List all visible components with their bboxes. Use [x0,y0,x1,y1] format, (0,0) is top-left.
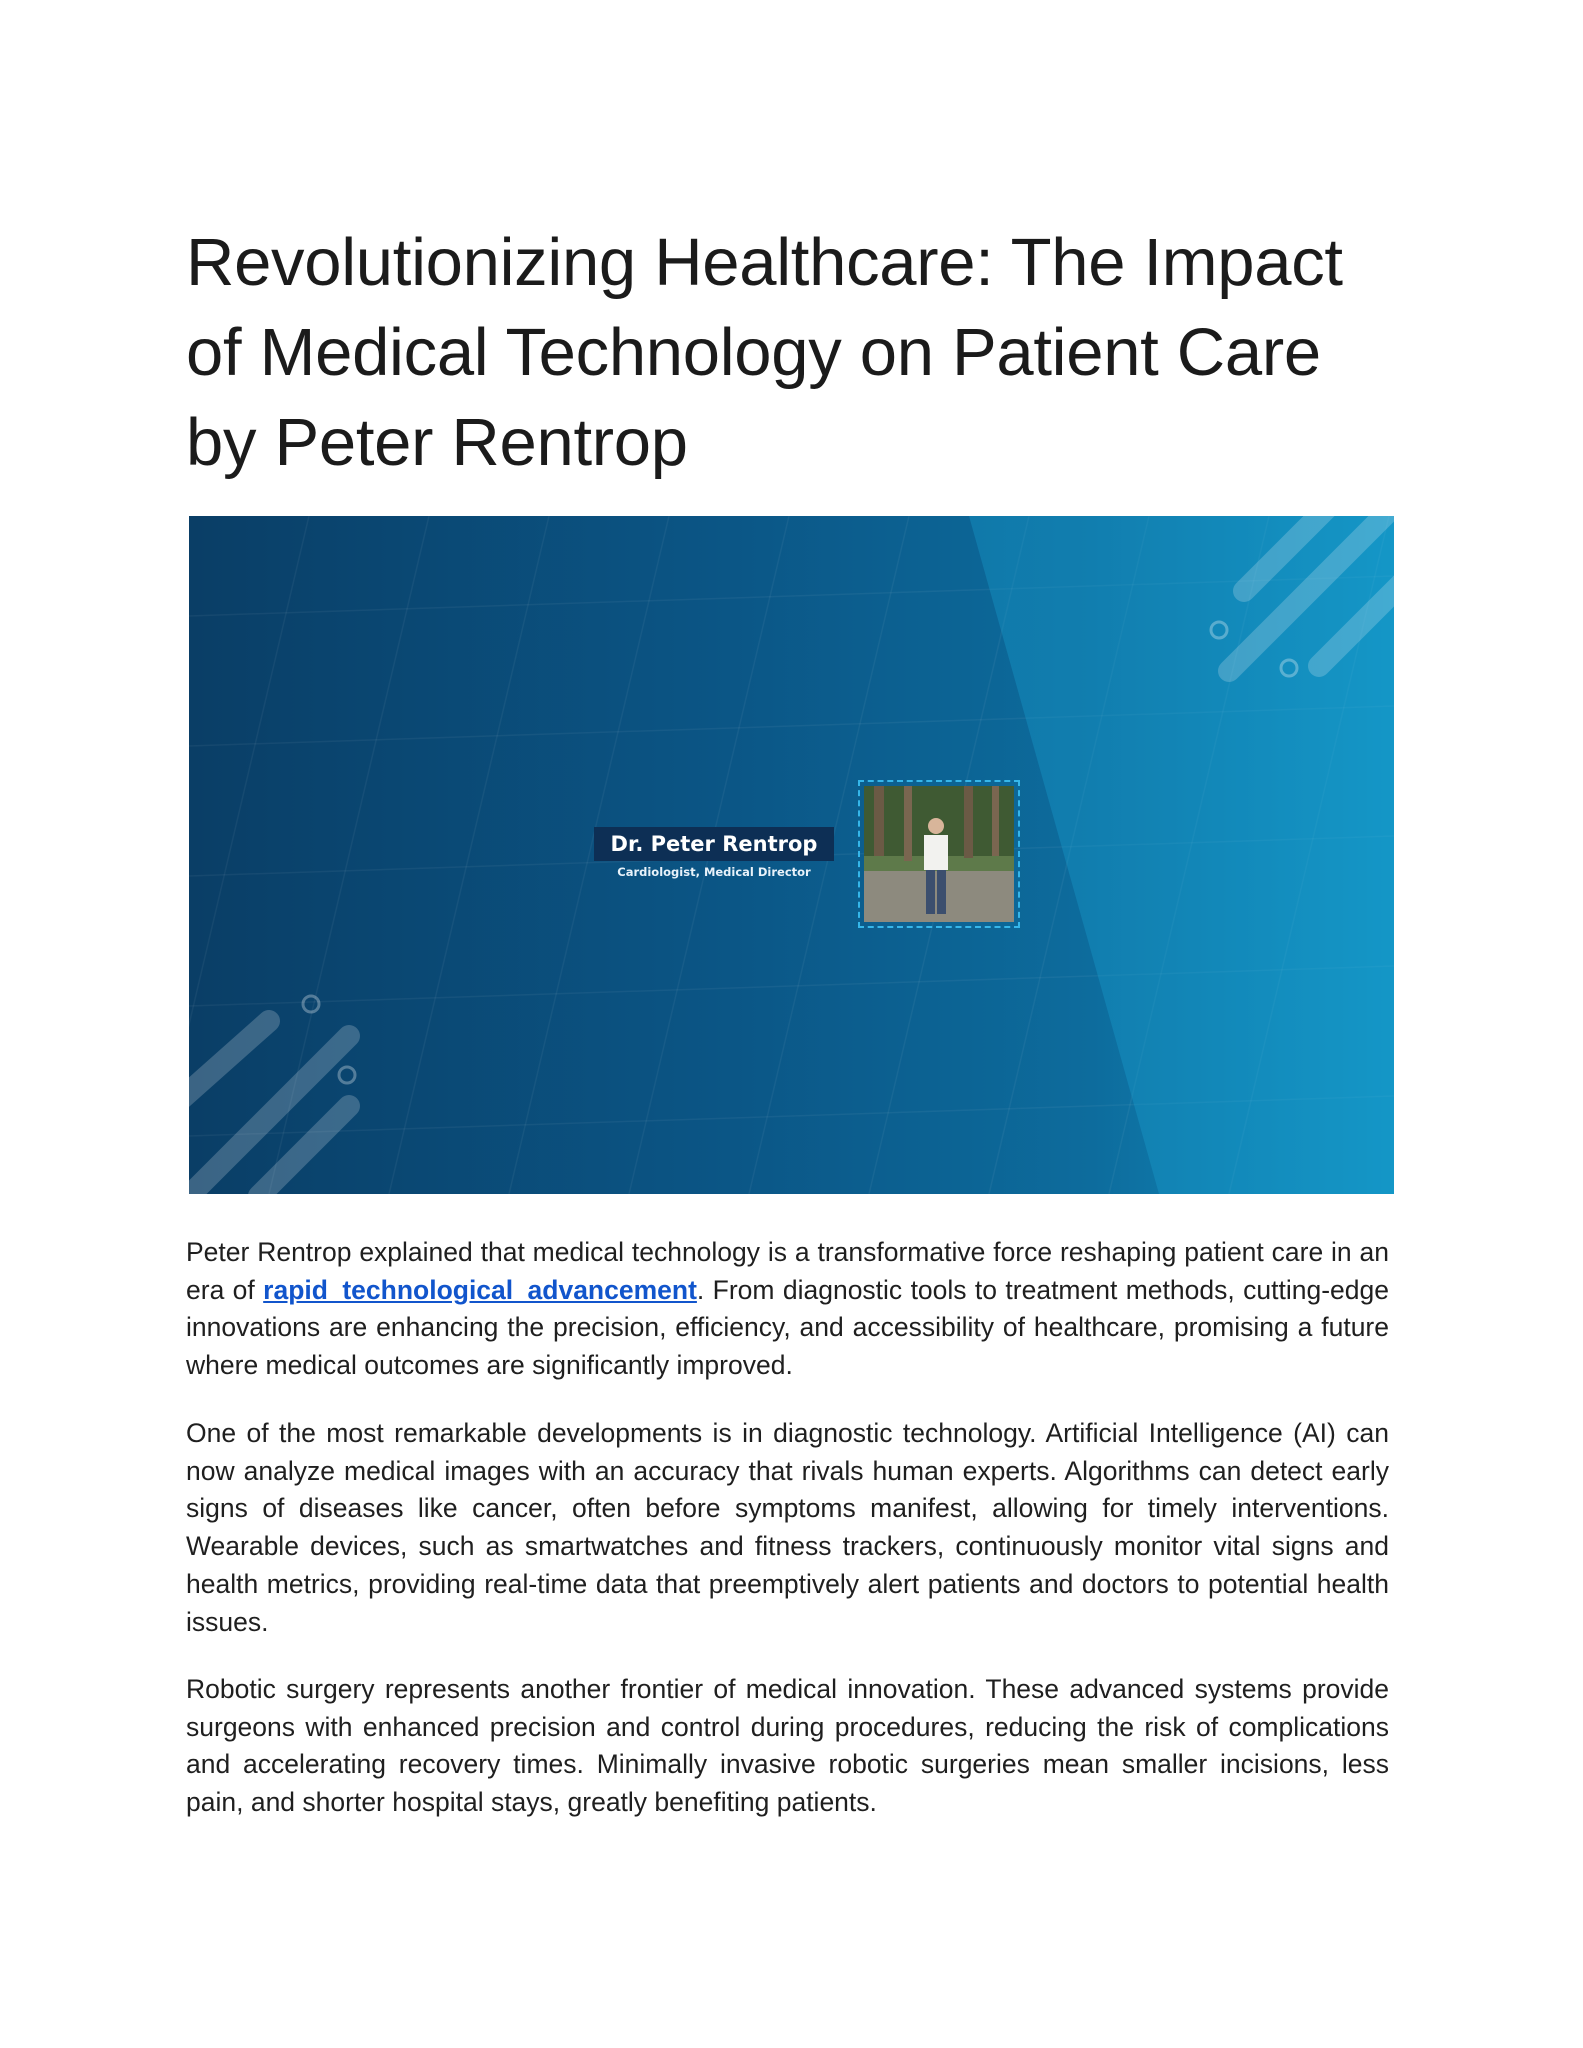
paragraph-robotic-surgery: Robotic surgery represents another frontier of medical innovation. These advanced systems provide surgeons with enhanced precision and control during procedures, reducing the risk of complications and accelerating recovery times. Minimally invasive robotic surgeries mean smaller incisions, less pain, and shorter hospital stays, greatly benefiting patients. [186,1674,1389,1818]
title-line-2: of Medical Technology on Patient Care [186,315,1321,390]
paragraph-diagnostics: One of the most remarkable developments is in diagnostic technology. Artificial Intelligence (AI) can now analyze medical images with an accuracy that rivals human experts. Algorithms can detect early signs of diseases like cancer, often before symptoms manifest, allowing for timely interventions. Wearable devices, such as smartwatches and fitness trackers, continuously monitor vital signs and health metrics, providing real-time data that preemptively alert patients and doctors to potential health issues. [186,1418,1389,1637]
rapid-tech-advancement-link[interactable]: rapid technological advancement [263,1274,697,1305]
doctor-title: Cardiologist, Medical Director [617,865,811,879]
hero-banner-image [189,516,1394,1194]
doctor-name-plate: Dr. Peter Rentrop [594,827,834,861]
paragraph-intro-text-start: Peter Rentrop explained that medical technology is a transformative force reshaping patient care in an era of [186,1237,1389,1305]
page-title [186,218,1416,488]
title-line-3: by Peter Rentrop [186,405,688,480]
title-line-1: Revolutionizing Healthcare: The Impact [186,225,1343,300]
doctor-photo [858,780,1020,928]
paragraph-intro-text-end: . From diagnostic tools to treatment methods, cutting-edge innovations are enhancing the precision, efficiency, and accessibility of healthcare, promising a future where medical outcomes are significantly improved. [186,1274,1389,1381]
paragraph-intro [186,1234,1389,1385]
portrait-illustration [864,786,1014,922]
